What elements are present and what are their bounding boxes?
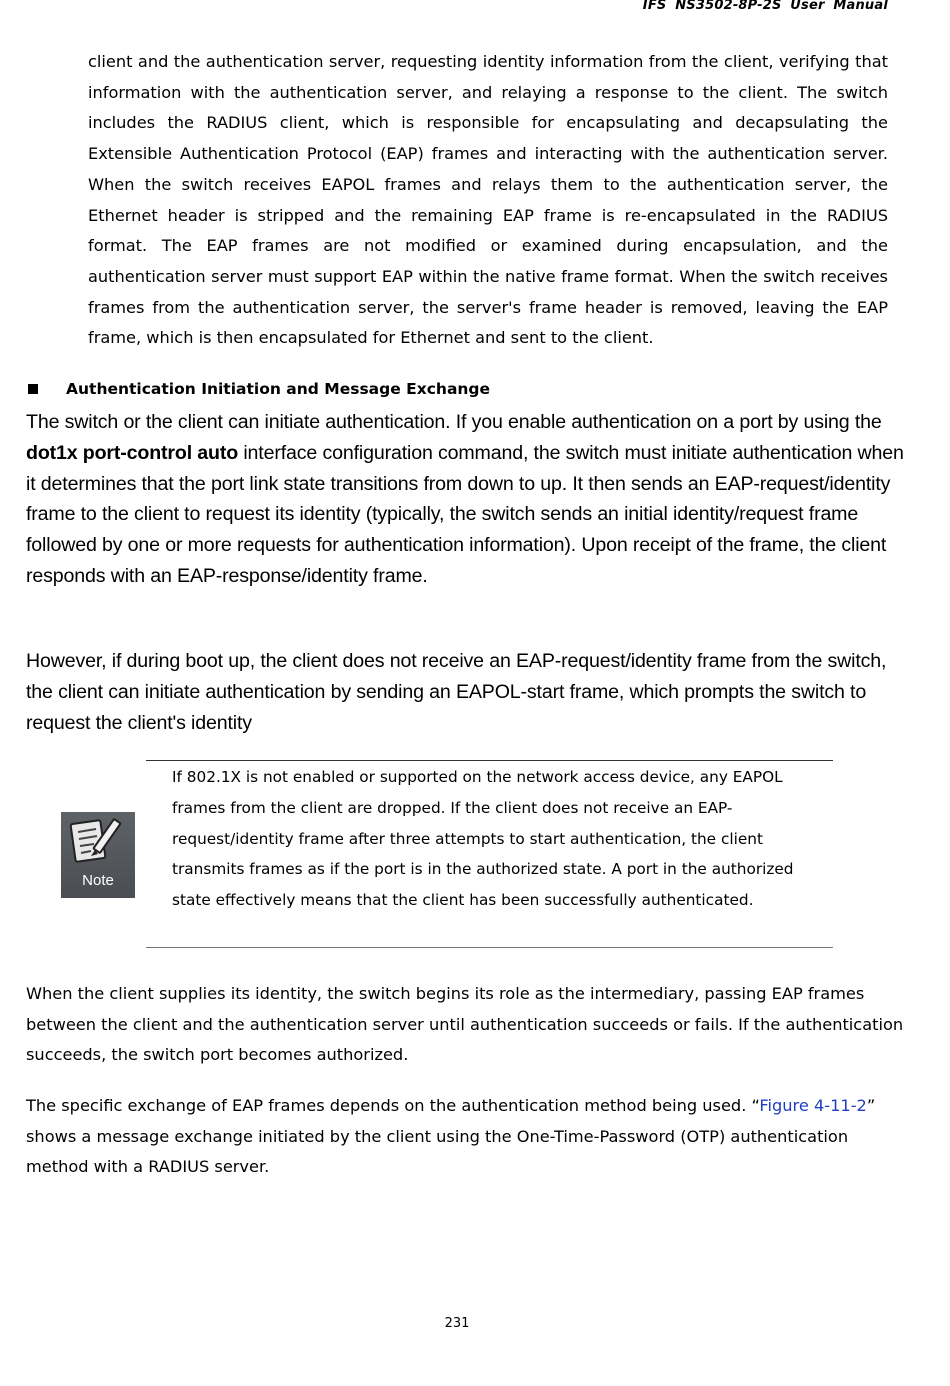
section-heading <box>28 380 888 398</box>
figure-link[interactable]: Figure 4-11-2 <box>759 1096 867 1115</box>
square-bullet-icon <box>28 384 38 394</box>
note-text: If 802.1X is not enabled or supported on the network access device, any EAPOL frames from the client are dropped. If the client does not receive an EAP-request/identity frame after three attempts to start authentication, the client transmits frames as if the port is in the authorized state. A port in the authorized state effectively means that the client has been successfully authenticated. <box>172 768 794 910</box>
paragraph-initiation <box>26 407 906 592</box>
paragraph-eap-exchange-end: ” shows a message exchange initiated by the client using the One-Time-Password (OTP) authentication method with a RADIUS server. <box>26 1096 876 1177</box>
note-icon <box>61 812 135 898</box>
paragraph-eap-exchange-start: The specific exchange of EAP frames depends on the authentication method being used. “ <box>26 1096 760 1115</box>
paragraph-boot-up: However, if during boot up, the client does not receive an EAP-request/identity frame from the switch, the client can initiate authentication by sending an EAPOL-start frame, which prompts the switch to request the client's identity <box>26 650 887 734</box>
running-header: IFS NS3502-8P-2S User Manual <box>642 0 888 13</box>
paragraph-initiation-end: interface configuration command, the switch must initiate authentication when it determines that the port link state transitions from down to up. It then sends an EAP-request/identity frame to the client to request its identity (typically, the switch sends an initial identity/request frame followed by one or more requests for authentication information). Upon receipt of the frame, the client responds with an EAP-response/identity frame. <box>26 441 904 587</box>
intro-paragraph: client and the authentication server, requesting identity information from the client, verifying that information with the authentication server, and relaying a response to the client. The switch includes the RADIUS client, which is responsible for encapsulating and decapsulating the Extensible Authentication Protocol (EAP) frames and interacting with the authentication server. When the switch receives EAPOL frames and relays them to the authentication server, the Ethernet header is stripped and the remaining EAP frame is re-encapsulated in the RADIUS format. The EAP frames are not modified or examined during encapsulation, and the authentication server must support EAP within the native frame format. When the switch receives frames from the authentication server, the server's frame header is removed, leaving the EAP frame, which is then encapsulated for Ethernet and sent to the client. <box>88 52 888 348</box>
section-heading-text: Authentication Initiation and Message Exchange <box>66 380 491 398</box>
note-pencil-icon <box>61 812 135 872</box>
paragraph-intermediary: When the client supplies its identity, the switch begins its role as the intermediary, passing EAP frames between the client and the authentication server until authentication succeeds or fails. If the authentication succeeds, the switch port becomes authorized. <box>26 984 904 1065</box>
paragraph-eap-exchange <box>26 1091 906 1183</box>
command-text: dot1x port-control auto <box>26 441 239 464</box>
paragraph-initiation-start: The switch or the client can initiate authentication. If you enable authentication on a port by using the <box>26 411 882 433</box>
note-label: Note <box>82 872 114 889</box>
page-number: 231 <box>444 1316 470 1331</box>
